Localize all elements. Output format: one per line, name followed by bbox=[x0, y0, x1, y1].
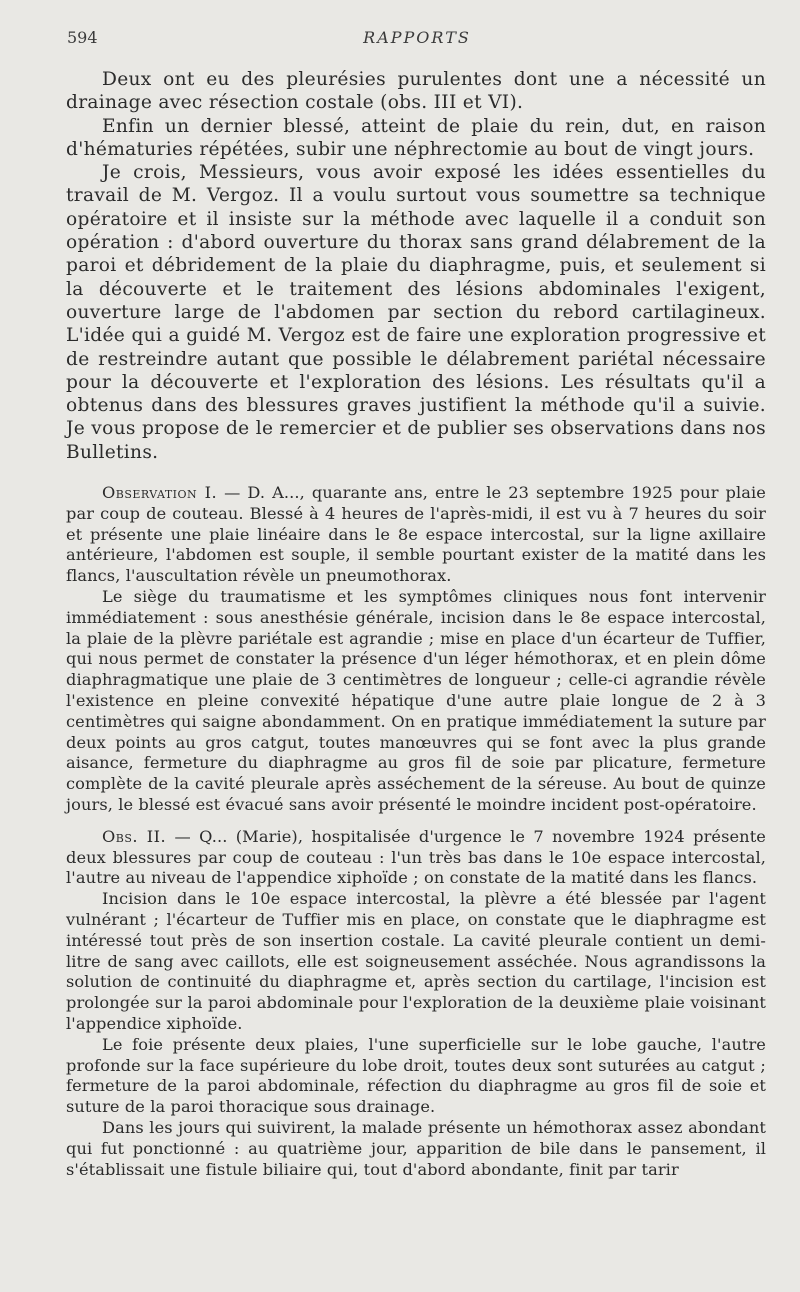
observation-1-paragraph bbox=[66, 483, 766, 587]
report-paragraph: Deux ont eu des pleurésies purulentes dont une a nécessité un drainage avec résection costale (obs. III et VI). bbox=[66, 69, 766, 114]
observation-2-paragraph bbox=[66, 827, 766, 889]
observation-2-paragraph: Le foie présente deux plaies, l'une superficielle sur le lobe gauche, l'autre profonde sur la face supérieure du lobe droit, toutes deux sont suturées au catgut ; fermeture de la paroi abdominale, réfection du diaphragme au gros fil de soie et suture de la paroi thoracique sous drainage. bbox=[66, 1034, 766, 1117]
report-text bbox=[66, 68, 766, 464]
page-header bbox=[67, 28, 767, 56]
report-paragraph: Enfin un dernier blessé, atteint de plaie du rein, dut, en raison d'hématuries répétées, subir une néphrectomie au bout de vingt jours. bbox=[66, 115, 766, 160]
observations-section bbox=[66, 483, 766, 1180]
observation-1-label: Observation I. bbox=[102, 483, 218, 502]
page-number: 594 bbox=[67, 28, 98, 47]
observation-2-paragraph: Incision dans le 10e espace intercostal, la plèvre a été blessée par l'agent vulnérant ; l'écarteur de Tuffier mis en place, on constate que le diaphragme est intéressé tout près de son insertion costale. La cavité pleurale contient un demi-litre de sang avec caillots, elle est soigneusement asséchée. Nous agrandissons la solution de continuité du diaphragme et, après section du cartilage, l'incision est prolongée sur la paroi abdominale pour l'exploration de la deuxième plaie voisinant l'appendice xiphoïde. bbox=[66, 889, 766, 1033]
observation-1-paragraph: Le siège du traumatisme et les symptômes cliniques nous font intervenir immédiatement : sous anesthésie générale, incision dans le 8e espace intercostal, la plaie de la plèvre pariétale est agrandie ; mise en place d'un écarteur de Tuffier, qui nous permet de constater la présence d'un léger hémothorax, et en plein dôme diaphragmatique une plaie de 3 centimètres de longueur ; celle-ci agrandie révèle l'existence en pleine convexité hépatique d'une autre plaie longue de 2 à 3 centimètres qui saigne abondamment. On en pratique immédiatement la suture par deux points au gros catgut, toutes manœuvres qui se font avec la plus grande aisance, fermeture du diaphragme au gros fil de soie par plicature, fermeture complète de la cavité pleurale après asséchement de la séreuse. Au bout de quinze jours, le blessé est évacué sans avoir présenté le moindre incident post-opératoire. bbox=[66, 586, 766, 814]
observation-2-text: — Q... (Marie), hospitalisée d'urgence le 7 novembre 1924 présente deux blessures par coup de couteau : l'un très bas dans le 10e espace intercostal, l'autre au niveau de l'appendice xiphoïde ; on constate de la matité dans les flancs. bbox=[66, 826, 766, 888]
report-paragraph: Je crois, Messieurs, vous avoir exposé les idées essentielles du travail de M. Vergoz. Il a voulu surtout vous soumettre sa technique opératoire et il insiste sur la méthode avec laquelle il a conduit son opération : d'abord ouverture du thorax sans grand délabrement de la paroi et débridement de la plaie du diaphragme, puis, et seulement si la découverte et le traitement des lésions abdominales l'exigent, ouverture large de l'abdomen par section du rebord cartilagineux. L'idée qui a guidé M. Vergoz est de faire une exploration progressive et de restreindre autant que possible le délabrement pariétal nécessaire pour la découverte et l'exploration des lésions. Les résultats qu'il a obtenus dans des blessures graves justifient la méthode qu'il a suivie. Je vous propose de le remercier et de publier ses observations dans nos Bulletins. bbox=[66, 162, 766, 463]
observation-1-text: — D. A..., quarante ans, entre le 23 septembre 1925 pour plaie par coup de couteau. Blessé à 4 heures de l'après-midi, il est vu à 7 heures du soir et présente une plaie linéaire dans le 8e espace intercostal, sur la ligne axillaire antérieure, l'abdomen est souple, il semble pourtant exister de la matité dans les flancs, l'auscultation révèle un pneumothorax. bbox=[66, 483, 766, 586]
observation-2-paragraph: Dans les jours qui suivirent, la malade présente un hémothorax assez abondant qui fut ponctionné : au quatrième jour, apparition de bile dans le pansement, il s'établissait une fistule biliaire qui, tout d'abord abondante, finit par tarir bbox=[66, 1117, 766, 1179]
observation-2-label: Obs. II. bbox=[102, 826, 167, 846]
running-title: RAPPORTS bbox=[363, 28, 471, 47]
